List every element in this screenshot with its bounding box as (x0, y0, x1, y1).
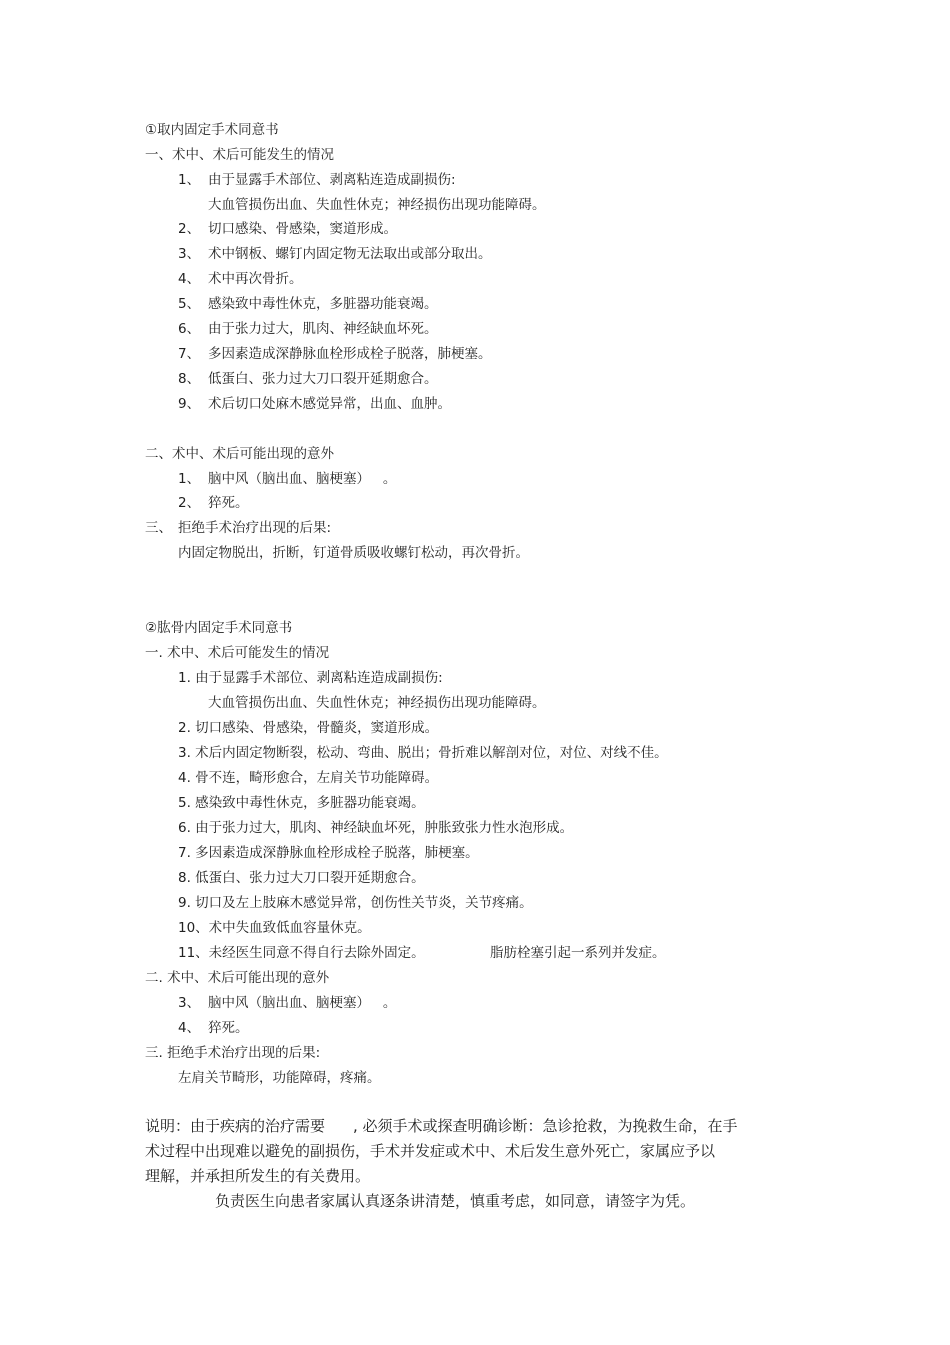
doc2-section2-heading: 二. 术中、术后可能出现的意外 (145, 970, 330, 986)
doc2-section3-text: 左肩关节畸形，功能障碍，疼痛。 (178, 1070, 381, 1086)
item-number: 1、 (178, 172, 201, 188)
item-text: 猝死。 (208, 495, 249, 511)
item-number: 9、 (178, 396, 201, 412)
item-text: 术后切口处麻木感觉异常，出血、血肿。 (208, 396, 451, 412)
item-text: 猝死。 (208, 1020, 249, 1036)
section-number: 三、 (145, 520, 172, 536)
doc2-item: 4. 骨不连，畸形愈合，左肩关节功能障碍。 (178, 770, 439, 786)
doc2-item: 11、未经医生同意不得自行去除外固定。 (178, 945, 425, 961)
note-line-4: 负责医生向患者家属认真逐条讲清楚，慎重考虑，如同意，请签字为凭。 (215, 1192, 696, 1210)
item-number: 2、 (178, 221, 201, 237)
doc2-item: 8. 低蛋白、张力过大刀口裂开延期愈合。 (178, 870, 425, 886)
item-number: 4、 (178, 271, 201, 287)
item-text: 脑中风（脑出血、脑梗塞） 。 (208, 471, 397, 487)
item-number: 8、 (178, 371, 201, 387)
item-text: 感染致中毒性休克，多脏器功能衰竭。 (208, 296, 438, 312)
doc2-section1-heading: 一. 术中、术后可能发生的情况 (145, 645, 330, 661)
doc1-section1-heading: 一、术中、术后可能发生的情况 (145, 147, 334, 163)
doc1-section3-heading: 拒绝手术治疗出现的后果: (178, 520, 332, 536)
item-number: 4、 (178, 1020, 201, 1036)
doc2-item: 大血管损伤出血、失血性休克；神经损伤出现功能障碍。 (208, 695, 546, 711)
doc2-item: 2. 切口感染、骨感染，骨髓炎，窦道形成。 (178, 720, 439, 736)
item-text: 多因素造成深静脉血栓形成栓子脱落，肺梗塞。 (208, 346, 492, 362)
item-text: 由于显露手术部位、剥离粘连造成副损伤: (208, 172, 456, 188)
doc2-item: 1. 由于显露手术部位、剥离粘连造成副损伤: (178, 670, 443, 686)
note-line-2: 术过程中出现难以避免的副损伤，手术并发症或术中、术后发生意外死亡，家属应予以 (145, 1142, 716, 1160)
doc2-item: 7. 多因素造成深静脉血栓形成栓子脱落，肺梗塞。 (178, 845, 479, 861)
item-number: 5、 (178, 296, 201, 312)
doc1-section3-text: 内固定物脱出，折断，钉道骨质吸收螺钉松动，再次骨折。 (178, 545, 529, 561)
item-number: 6、 (178, 321, 201, 337)
doc2-item-extra: 脂肪栓塞引起一系列并发症。 (490, 945, 666, 961)
item-text: 术中再次骨折。 (208, 271, 303, 287)
item-number: 7、 (178, 346, 201, 362)
item-text: 由于张力过大，肌肉、神经缺血坏死。 (208, 321, 438, 337)
item-text: 低蛋白、张力过大刀口裂开延期愈合。 (208, 371, 438, 387)
item-text: 切口感染、骨感染，窦道形成。 (208, 221, 397, 237)
note-line-1a: 说明：由于疾病的治疗需要 (145, 1117, 326, 1135)
item-text: 大血管损伤出血、失血性休克；神经损伤出现功能障碍。 (208, 197, 546, 213)
doc2-item: 10、术中失血致低血容量休克。 (178, 920, 371, 936)
doc2-item: 6. 由于张力过大，肌肉、神经缺血坏死，肿胀致张力性水泡形成。 (178, 820, 574, 836)
item-text: 术中钢板、螺钉内固定物无法取出或部分取出。 (208, 246, 492, 262)
item-number: 3、 (178, 995, 201, 1011)
item-number: 3、 (178, 246, 201, 262)
doc1-title: ①取内固定手术同意书 (145, 122, 279, 138)
item-number: 1、 (178, 471, 201, 487)
doc2-title: ②肱骨内固定手术同意书 (145, 620, 293, 636)
doc2-item: 5. 感染致中毒性休克，多脏器功能衰竭。 (178, 795, 425, 811)
note-line-3: 理解，并承担所发生的有关费用。 (145, 1167, 371, 1185)
item-text: 脑中风（脑出血、脑梗塞） 。 (208, 995, 397, 1011)
doc2-item: 9. 切口及左上肢麻木感觉异常，创伤性关节炎，关节疼痛。 (178, 895, 533, 911)
doc2-section3-heading: 三. 拒绝手术治疗出现的后果: (145, 1045, 321, 1061)
item-number: 2、 (178, 495, 201, 511)
note-line-1b: , 必须手术或探查明确诊断：急诊抢救，为挽救生命，在手 (353, 1117, 738, 1135)
doc1-section2-heading: 二、术中、术后可能出现的意外 (145, 446, 334, 462)
doc2-item: 3. 术后内固定物断裂，松动、弯曲、脱出；骨折难以解剖对位，对位、对线不佳。 (178, 745, 668, 761)
